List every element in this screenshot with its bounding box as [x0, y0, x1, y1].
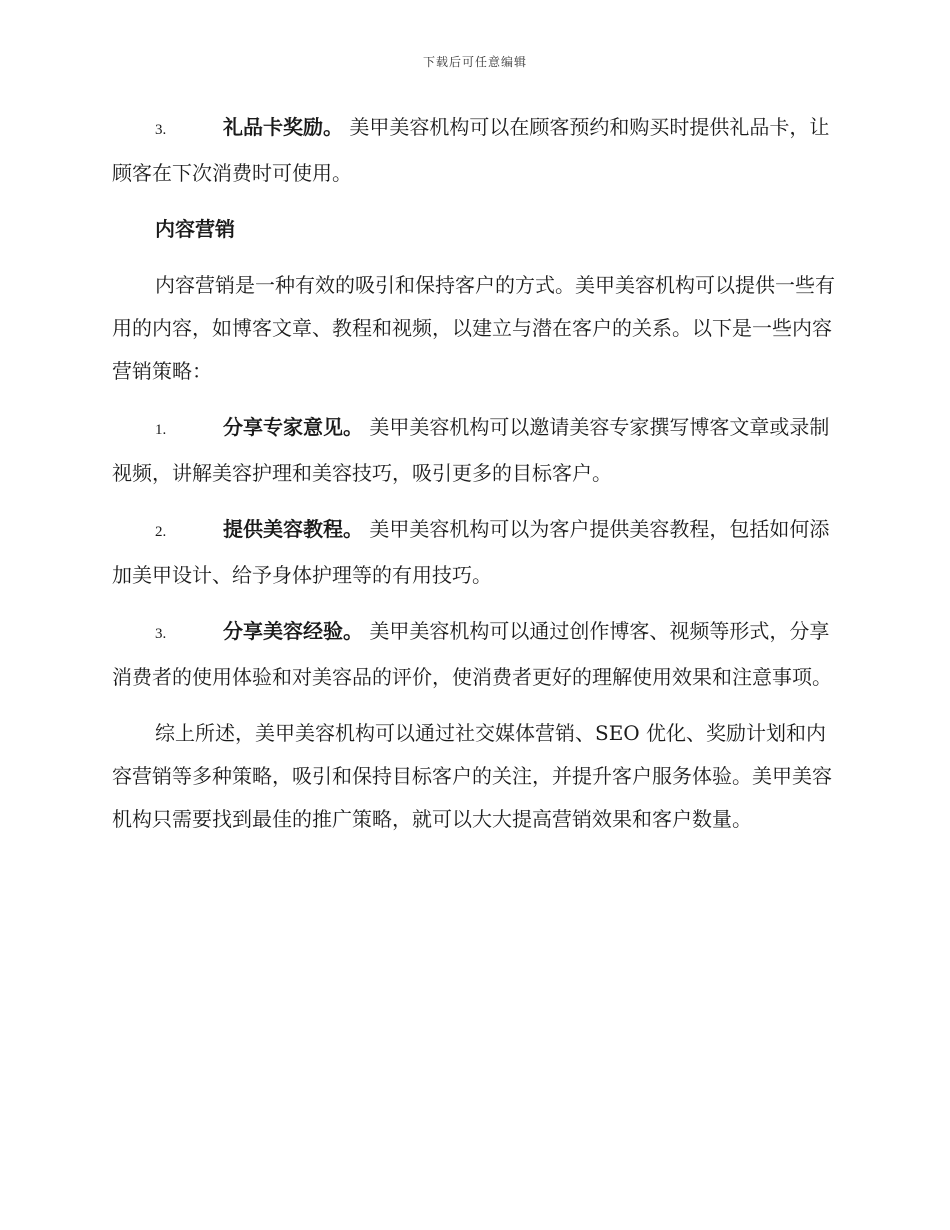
list-number: 2.: [155, 524, 167, 540]
list-item-lead: 礼品卡奖励。: [223, 115, 343, 139]
list-item-text: 美甲美容机构可以通过创作博客、视频等形式，分享消费者的使用体验和对美容品的评价，使消费者更好的理解使用效果和注意事项。: [112, 619, 832, 689]
list-number: 3.: [155, 122, 167, 138]
list-item: [112, 406, 842, 495]
list-item-lead: 提供美容教程。: [223, 517, 363, 541]
list-item-text: 美甲美容机构可以在顾客预约和购买时提供礼品卡，让顾客在下次消费时可使用。: [112, 115, 830, 185]
conclusion-paragraph: 综上所述，美甲美容机构可以通过社交媒体营销、SEO 优化、奖励计划和内容营销等多种策略，吸引和保持目标客户的关注，并提升客户服务体验。美甲美容机构只需要找到最佳的推广策略，就可以大大提高营销效果和客户数量。: [112, 721, 832, 831]
section-heading: 内容营销: [155, 217, 235, 241]
list-number: 1.: [155, 422, 167, 438]
list-item: [112, 508, 842, 597]
list-number: 3.: [155, 626, 167, 642]
list-item-lead: 分享美容经验。: [223, 619, 363, 643]
document-body: [112, 106, 842, 854]
intro-paragraph: 内容营销是一种有效的吸引和保持客户的方式。美甲美容机构可以提供一些有用的内容，如博客文章、教程和视频，以建立与潜在客户的关系。以下是一些内容营销策略：: [112, 273, 835, 383]
list-item-gift-card: [112, 106, 842, 195]
list-item-text: 美甲美容机构可以为客户提供美容教程，包括如何添加美甲设计、给予身体护理等的有用技巧。: [112, 517, 830, 587]
page-header: 下载后可任意编辑: [422, 55, 527, 69]
list-item-text: 美甲美容机构可以邀请美容专家撰写博客文章或录制视频，讲解美容护理和美容技巧，吸引更多的目标客户。: [112, 415, 830, 485]
list-item-lead: 分享专家意见。: [223, 415, 363, 439]
list-item: [112, 610, 842, 699]
